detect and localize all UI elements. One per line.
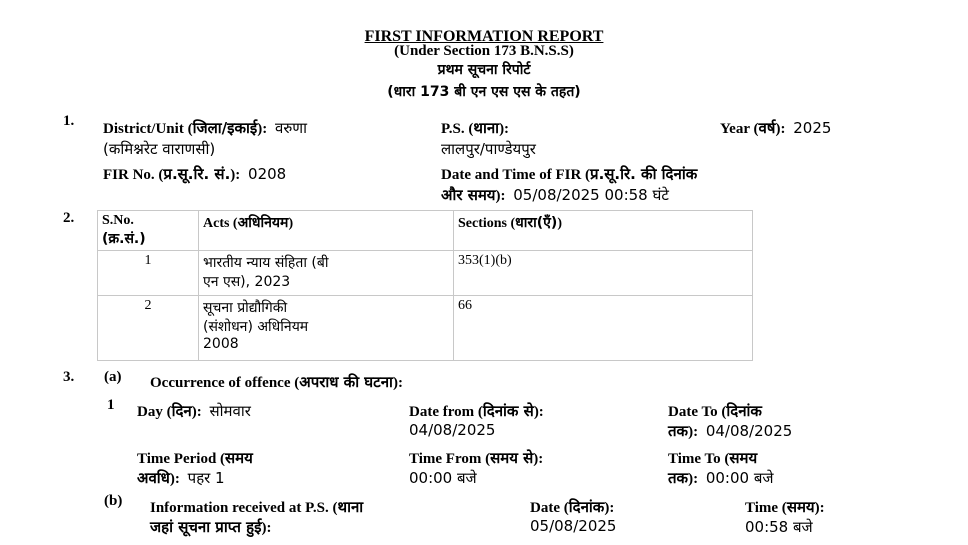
section-3b-label: (b) <box>104 493 123 509</box>
table-row <box>98 251 753 296</box>
table-row <box>98 296 753 361</box>
date-from-label: Date from (दिनांक से): <box>409 402 544 420</box>
district-value: वरुणा <box>275 119 308 137</box>
acts-table-header <box>98 211 753 251</box>
report-subtitle-hindi: (धारा 173 बी एन एस एस के तहत) <box>387 84 581 100</box>
row-sno: 2 <box>98 296 199 361</box>
time-period-label: Time Period (समय <box>137 449 253 467</box>
header-sno: S.No. (क्र.सं.) <box>98 211 199 251</box>
date-to-value: 04/08/2025 <box>705 422 793 440</box>
fir-datetime-field: और समय): 05/08/2025 00:58 घंटे <box>441 186 669 204</box>
info-date-value: 05/08/2025 <box>530 517 617 535</box>
fir-number-value: 0208 <box>248 165 287 183</box>
header-acts: Acts (अधिनियम) <box>199 211 454 251</box>
info-time-label: Time (समय): <box>745 498 825 516</box>
section-2-number: 2. <box>63 210 75 226</box>
district-field: District/Unit (जिला/इकाई): वरुणा <box>103 119 308 137</box>
day-value: सोमवार <box>209 402 251 420</box>
section-3-number: 3. <box>63 369 75 385</box>
fir-datetime-value: 05/08/2025 00:58 घंटे <box>513 186 669 204</box>
time-to-label: Time To (समय <box>668 449 758 467</box>
info-received-label: Information received at P.S. (थाना <box>150 498 364 516</box>
report-title-hindi: प्रथम सूचना रिपोर्ट <box>437 62 531 78</box>
year-field: Year (वर्ष): 2025 <box>720 119 832 137</box>
fir-datetime-label: Date and Time of FIR (प्र.सू.रि. की दिनांक <box>441 165 698 183</box>
date-to-field: तक): 04/08/2025 <box>668 422 793 440</box>
row-act: सूचना प्रोद्यौगिकी (संशोधन) अधिनियम 2008 <box>199 296 454 361</box>
time-to-field: तक): 00:00 बजे <box>668 469 774 487</box>
row-act: भारतीय न्याय संहिता (बी एन एस), 2023 <box>199 251 454 296</box>
row-section: 66 <box>454 296 753 361</box>
time-period-value: पहर 1 <box>187 469 225 487</box>
occurrence-heading: Occurrence of offence (अपराध की घटना): <box>150 373 403 391</box>
time-period-field: अवधि): पहर 1 <box>137 469 225 487</box>
header-sections: Sections (धारा(एँ)) <box>454 211 753 251</box>
time-to-value: 00:00 बजे <box>705 469 774 487</box>
info-time-value: 00:58 बजे <box>745 518 813 536</box>
section-3a-label: (a) <box>104 369 122 385</box>
section-1-number: 1. <box>63 113 75 129</box>
row-section: 353(1)(b) <box>454 251 753 296</box>
district-value-2: (कमिश्नरेट वाराणसी) <box>103 140 216 158</box>
date-to-label: Date To (दिनांक <box>668 402 762 420</box>
occurrence-sub-number: 1 <box>107 397 115 413</box>
time-from-label: Time From (समय से): <box>409 449 544 467</box>
row-sno: 1 <box>98 251 199 296</box>
day-field: Day (दिन): सोमवार <box>137 402 251 420</box>
date-from-value: 04/08/2025 <box>409 421 496 439</box>
report-subtitle: (Under Section 173 B.N.S.S) <box>394 43 574 59</box>
fir-number-field: FIR No. (प्र.सू.रि. सं.): 0208 <box>103 165 287 183</box>
time-from-value: 00:00 बजे <box>409 469 477 487</box>
police-station-value: लालपुर/पाण्डेयपुर <box>441 140 536 158</box>
year-value: 2025 <box>793 119 832 137</box>
info-received-label-2: जहां सूचना प्राप्त हुई): <box>150 518 272 536</box>
acts-table <box>97 210 753 361</box>
police-station-field: P.S. (थाना): <box>441 119 510 137</box>
info-date-label: Date (दिनांक): <box>530 498 615 516</box>
title-en: FIRST INFORMATION REPORT <box>364 28 604 45</box>
